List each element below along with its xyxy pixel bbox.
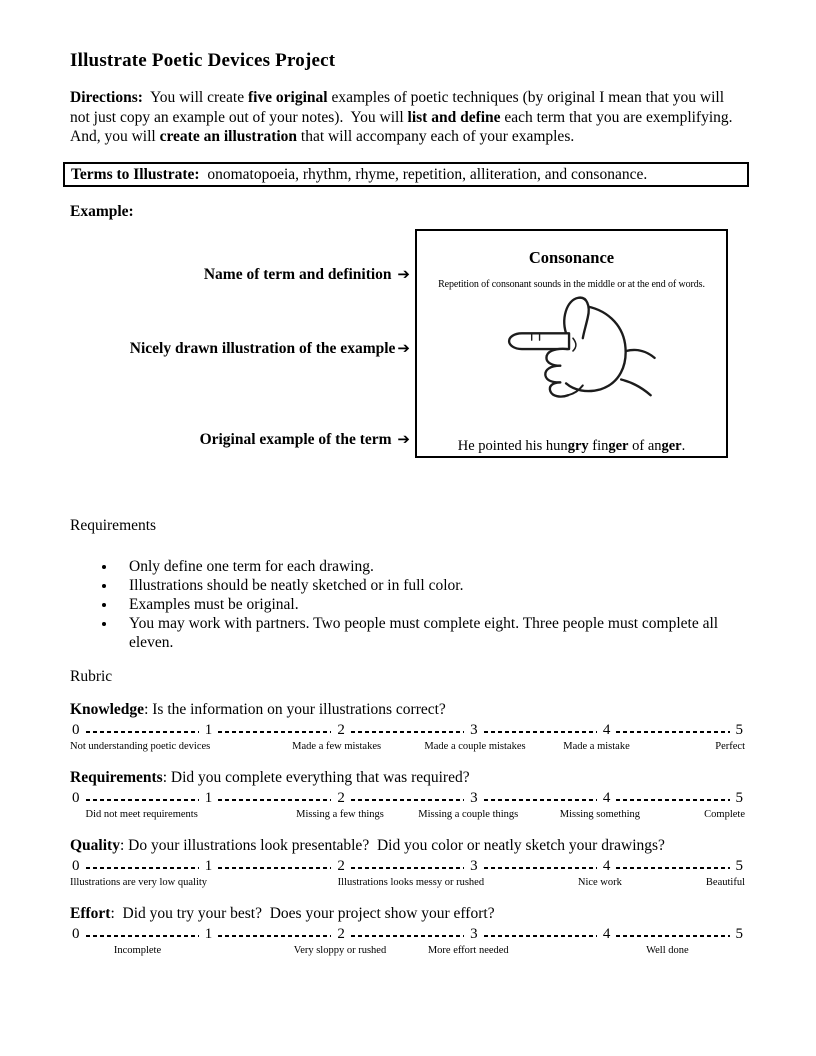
requirement-item: • Illustrations should be neatly sketched or in full color. bbox=[117, 576, 745, 595]
rubric-term: Effort bbox=[70, 904, 111, 922]
scale-number: 0 bbox=[72, 721, 80, 738]
scale-label: Made a few mistakes bbox=[292, 740, 382, 752]
scale-dash-line bbox=[218, 731, 331, 733]
scale-number: 3 bbox=[470, 857, 478, 874]
rubric-term: Quality bbox=[70, 836, 120, 854]
scale-number: 5 bbox=[735, 857, 744, 874]
rubric-section bbox=[70, 905, 745, 959]
scale-dash-line bbox=[351, 867, 464, 869]
scale-label: More effort needed bbox=[427, 944, 509, 956]
scale-number: 2 bbox=[337, 925, 345, 942]
scale-label: Missing a few things bbox=[296, 808, 384, 820]
rubric-section bbox=[70, 701, 745, 755]
requirement-item: • Only define one term for each drawing. bbox=[117, 557, 745, 576]
scale-dash-line bbox=[484, 799, 597, 801]
rubric-term: Requirements bbox=[70, 768, 163, 786]
scale-label: Incomplete bbox=[113, 944, 162, 956]
scale-label: Did not meet requirements bbox=[85, 808, 198, 820]
directions-paragraph: Directions: You will create five original examples of poetic techniques (by original I mean that you will not just copy an example out of your notes). You will list and define each term that you are exemplifying. And, you will create an illustration that will accompany each of your examples. bbox=[70, 89, 740, 145]
scale-number: 3 bbox=[470, 721, 478, 738]
scale-dash-line bbox=[218, 799, 331, 801]
scale-dash-line bbox=[484, 731, 597, 733]
scale-dash-line bbox=[351, 799, 464, 801]
rubric-scale bbox=[70, 721, 745, 740]
scale-dash-line bbox=[218, 935, 331, 937]
scale-dash-line bbox=[218, 867, 331, 869]
figure-label-original-example bbox=[70, 430, 410, 449]
scale-number: 4 bbox=[602, 857, 611, 874]
example-heading: Example: bbox=[70, 202, 134, 220]
page-title: Illustrate Poetic Devices Project bbox=[70, 50, 336, 71]
rubric-scale bbox=[70, 857, 745, 876]
rubric-question-text: : Do your illustrations look presentable? Did you color or neatly sketch your drawings? bbox=[119, 836, 665, 854]
rubric-section bbox=[70, 769, 745, 823]
rubric-scale-labels bbox=[70, 876, 745, 891]
rubric-heading: Rubric bbox=[70, 667, 113, 685]
scale-number: 5 bbox=[735, 925, 744, 942]
rubric-question-text: : Is the information on your illustrations correct? bbox=[144, 700, 446, 718]
scale-dash-line bbox=[484, 935, 597, 937]
example-caption: He pointed his hungry finger of anger. bbox=[457, 437, 686, 454]
scale-number: 0 bbox=[72, 925, 80, 942]
scale-dash-line bbox=[616, 799, 729, 801]
scale-number: 5 bbox=[735, 789, 744, 806]
scale-label: Illustrations are very low quality bbox=[70, 876, 208, 888]
scale-number: 1 bbox=[204, 857, 213, 874]
scale-label: Well done bbox=[646, 944, 689, 956]
scale-label: Missing a couple things bbox=[418, 808, 519, 820]
scale-number: 1 bbox=[204, 925, 213, 942]
scale-label: Illustrations looks messy or rushed bbox=[337, 876, 485, 888]
requirements-heading: Requirements bbox=[70, 516, 157, 534]
figure-label-text: Original example of the term bbox=[199, 430, 396, 448]
scale-number: 4 bbox=[602, 925, 611, 942]
example-card bbox=[415, 229, 728, 458]
requirement-item: • Examples must be original. bbox=[117, 595, 745, 614]
figure-label-term-definition bbox=[70, 265, 410, 284]
requirement-item: • You may work with partners. Two people must complete eight. Three people must complete all eleven. bbox=[117, 614, 745, 652]
rubric-section bbox=[70, 837, 745, 891]
rubric-scale-labels bbox=[70, 740, 745, 755]
figure-label-text: Nicely drawn illustration of the example bbox=[129, 339, 396, 357]
scale-number: 1 bbox=[204, 721, 213, 738]
scale-dash-line bbox=[86, 935, 199, 937]
scale-number: 0 bbox=[72, 857, 80, 874]
rubric-scale bbox=[70, 789, 745, 808]
scale-number: 3 bbox=[470, 789, 478, 806]
example-term-definition: Repetition of consonant sounds in the middle or at the end of words. bbox=[438, 278, 705, 290]
scale-number: 0 bbox=[72, 789, 80, 806]
requirements-list bbox=[70, 557, 745, 652]
figure-label-illustration bbox=[70, 339, 410, 358]
rubric-scale bbox=[70, 925, 745, 944]
scale-label: Nice work bbox=[577, 876, 622, 888]
scale-label: Made a mistake bbox=[563, 740, 630, 752]
scale-dash-line bbox=[86, 867, 199, 869]
scale-label: Not understanding poetic devices bbox=[70, 740, 211, 752]
scale-dash-line bbox=[351, 731, 464, 733]
example-figure bbox=[70, 229, 745, 460]
scale-number: 1 bbox=[204, 789, 213, 806]
rubric-question bbox=[70, 905, 745, 923]
terms-to-illustrate-box: Terms to Illustrate: onomatopoeia, rhythm, rhyme, repetition, alliteration, and consonance. bbox=[63, 162, 749, 187]
rubric-sections bbox=[70, 701, 745, 959]
scale-label: Missing something bbox=[559, 808, 640, 820]
scale-label: Made a couple mistakes bbox=[424, 740, 526, 752]
scale-dash-line bbox=[86, 731, 199, 733]
scale-dash-line bbox=[616, 731, 729, 733]
scale-dash-line bbox=[616, 935, 729, 937]
scale-label: Beautiful bbox=[705, 876, 745, 888]
rubric-term: Knowledge bbox=[70, 700, 145, 718]
scale-number: 2 bbox=[337, 721, 345, 738]
right-arrow-icon: ➔ bbox=[397, 429, 410, 448]
scale-number: 3 bbox=[470, 925, 478, 942]
scale-number: 2 bbox=[337, 789, 345, 806]
scale-number: 5 bbox=[735, 721, 744, 738]
scale-number: 2 bbox=[337, 857, 345, 874]
rubric-question bbox=[70, 837, 745, 855]
scale-dash-line bbox=[86, 799, 199, 801]
figure-label-text: Name of term and definition bbox=[203, 265, 396, 283]
rubric-question-text: : Did you complete everything that was required? bbox=[162, 768, 470, 786]
rubric-scale-labels bbox=[70, 944, 745, 959]
right-arrow-icon: ➔ bbox=[397, 264, 410, 283]
rubric-question bbox=[70, 769, 745, 787]
pointing-hand-icon bbox=[488, 292, 656, 408]
scale-label: Very sloppy or rushed bbox=[293, 944, 387, 956]
scale-dash-line bbox=[616, 867, 729, 869]
scale-label: Perfect bbox=[715, 740, 745, 752]
scale-dash-line bbox=[484, 867, 597, 869]
rubric-scale-labels bbox=[70, 808, 745, 823]
scale-dash-line bbox=[351, 935, 464, 937]
example-term-title: Consonance bbox=[528, 247, 615, 267]
rubric-question-text: : Did you try your best? Does your project show your effort? bbox=[110, 904, 495, 922]
rubric-question bbox=[70, 701, 745, 719]
scale-number: 4 bbox=[602, 789, 611, 806]
scale-number: 4 bbox=[602, 721, 611, 738]
scale-label: Complete bbox=[704, 808, 745, 820]
right-arrow-icon: ➔ bbox=[397, 338, 410, 357]
